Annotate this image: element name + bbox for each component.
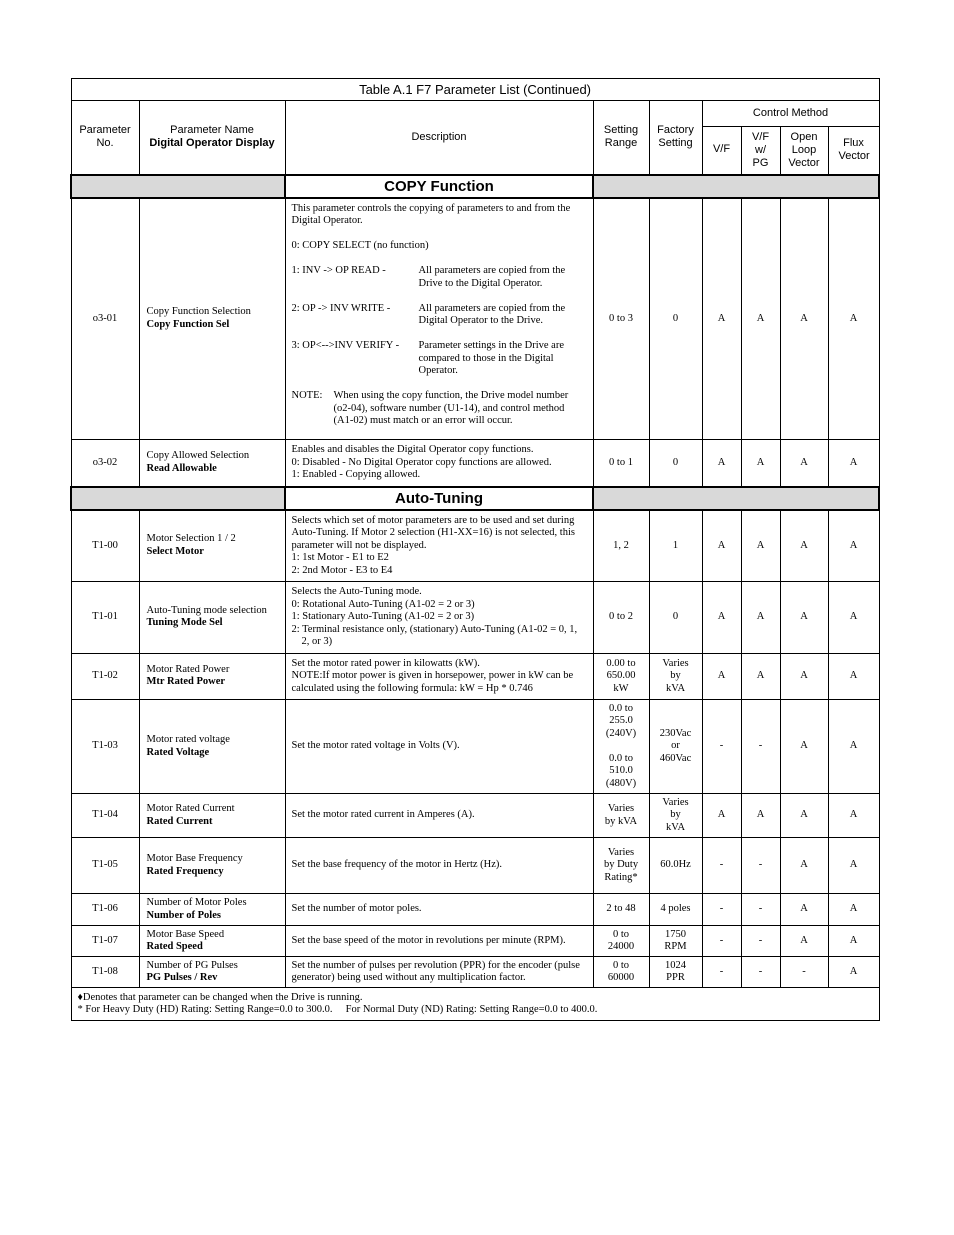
factory-setting: 0 bbox=[649, 198, 702, 440]
param-name: Motor Base Speed bbox=[146, 928, 225, 940]
factory-setting: 1 bbox=[649, 510, 702, 582]
method-flux: A bbox=[828, 582, 879, 654]
param-display: Mtr Rated Power bbox=[146, 676, 226, 688]
param-name: Motor Rated Current bbox=[146, 803, 235, 814]
section-title-auto-tuning: Auto-Tuning bbox=[285, 487, 593, 510]
method-vf: A bbox=[702, 440, 741, 487]
header-open-loop-vector: Open Loop Vector bbox=[780, 127, 828, 175]
param-name-cell bbox=[139, 894, 285, 926]
param-display: PG Pulses / Rev bbox=[146, 972, 218, 983]
param-name: Number of Motor Poles bbox=[146, 897, 247, 908]
param-name: Auto-Tuning mode selection bbox=[146, 604, 267, 616]
desc-line: Set the motor rated power in kilowatts (kW). bbox=[291, 657, 480, 669]
param-no: T1-00 bbox=[71, 510, 139, 582]
setting-range: 0.0 to 510.0 (480V) bbox=[605, 752, 637, 789]
desc-option-2-key: 2: OP -> INV WRITE - bbox=[291, 302, 391, 314]
param-name-cell bbox=[139, 198, 285, 440]
method-vf-pg: A bbox=[741, 510, 780, 582]
table-row-t1-07 bbox=[71, 926, 879, 957]
param-name: Copy Allowed Selection bbox=[146, 450, 250, 462]
factory-setting: 1750 RPM bbox=[649, 926, 702, 957]
parameter-list-table bbox=[70, 78, 880, 1021]
desc-line: 1: Enabled - Copying allowed. bbox=[291, 469, 421, 480]
param-name: Number of PG Pulses bbox=[146, 959, 238, 971]
header-setting-range: Setting Range bbox=[593, 101, 649, 175]
header-vf: V/F bbox=[702, 127, 741, 175]
method-olv: A bbox=[780, 700, 828, 794]
footnotes-cell bbox=[71, 988, 879, 1021]
factory-setting: 0 bbox=[649, 582, 702, 654]
param-name: Motor Rated Power bbox=[146, 663, 230, 675]
setting-range: Varies by Duty Rating* bbox=[593, 838, 649, 894]
param-display: Rated Speed bbox=[146, 941, 203, 952]
param-name: Copy Function Selection bbox=[146, 306, 251, 318]
param-description bbox=[285, 198, 593, 440]
method-vf-pg: - bbox=[741, 700, 780, 794]
method-olv: A bbox=[780, 510, 828, 582]
table-row-o3-01 bbox=[71, 198, 879, 440]
factory-setting: 1024 PPR bbox=[649, 957, 702, 988]
table-row-t1-03 bbox=[71, 700, 879, 794]
method-flux: A bbox=[828, 653, 879, 700]
method-olv: A bbox=[780, 653, 828, 700]
param-no: T1-06 bbox=[71, 894, 139, 926]
param-description: Set the number of motor poles. bbox=[285, 894, 593, 926]
section-title-copy: COPY Function bbox=[285, 175, 593, 198]
method-vf: - bbox=[702, 894, 741, 926]
param-display: Rated Voltage bbox=[146, 746, 210, 758]
method-vf: A bbox=[702, 510, 741, 582]
factory-setting: 60.0Hz bbox=[649, 838, 702, 894]
param-name-cell bbox=[139, 794, 285, 838]
desc-line: 1: 1st Motor - E1 to E2 bbox=[291, 552, 389, 563]
table-row-o3-02 bbox=[71, 440, 879, 487]
param-no: T1-05 bbox=[71, 838, 139, 894]
setting-range: Varies by kVA bbox=[593, 794, 649, 838]
method-flux: A bbox=[828, 198, 879, 440]
method-flux: A bbox=[828, 894, 879, 926]
method-flux: A bbox=[828, 794, 879, 838]
param-description bbox=[285, 440, 593, 487]
method-flux: A bbox=[828, 440, 879, 487]
param-name-cell bbox=[139, 440, 285, 487]
desc-line: 2: Terminal resistance only, (stationary) Auto-Tuning (A1-02 = 0, 1, 2, or 3) bbox=[291, 623, 578, 647]
table-row-t1-06 bbox=[71, 894, 879, 926]
section-band-right bbox=[593, 487, 879, 510]
method-olv: A bbox=[780, 440, 828, 487]
method-vf: A bbox=[702, 794, 741, 838]
method-olv: - bbox=[780, 957, 828, 988]
desc-line: 0: Rotational Auto-Tuning (A1-02 = 2 or 3) bbox=[291, 598, 475, 610]
param-description bbox=[285, 510, 593, 582]
param-display: Copy Function Sel bbox=[146, 318, 230, 330]
method-flux: A bbox=[828, 926, 879, 957]
method-vf: - bbox=[702, 926, 741, 957]
method-vf-pg: - bbox=[741, 838, 780, 894]
desc-line: 2: 2nd Motor - E3 to E4 bbox=[291, 564, 393, 576]
desc-option-1-value: All parameters are copied from the Drive to the Digital Operator. bbox=[418, 265, 566, 289]
desc-option-2-value: All parameters are copied from the Digital Operator to the Drive. bbox=[418, 302, 566, 326]
method-vf: A bbox=[702, 198, 741, 440]
header-vf-pg: V/F w/ PG bbox=[741, 127, 780, 175]
header-param-name-label: Parameter Name bbox=[170, 124, 254, 137]
method-olv: A bbox=[780, 582, 828, 654]
table-row-t1-02 bbox=[71, 653, 879, 700]
param-display: Number of Poles bbox=[146, 909, 221, 921]
parameter-table-page bbox=[70, 78, 878, 1021]
param-no: T1-01 bbox=[71, 582, 139, 654]
header-description: Description bbox=[285, 101, 593, 175]
param-description bbox=[285, 653, 593, 700]
param-name: Motor Base Frequency bbox=[146, 853, 243, 864]
param-name-cell bbox=[139, 582, 285, 654]
header-flux-vector: Flux Vector bbox=[828, 127, 879, 175]
method-flux: A bbox=[828, 510, 879, 582]
desc-note-value: When using the copy function, the Drive model number (o2-04), software number (U1-14), and control method (A1-02) must match or an error will occur. bbox=[333, 390, 569, 426]
desc-line: 0: Disabled - No Digital Operator copy functions are allowed. bbox=[291, 456, 552, 468]
param-no: T1-03 bbox=[71, 700, 139, 794]
method-vf-pg: - bbox=[741, 957, 780, 988]
param-name: Motor Selection 1 / 2 bbox=[146, 533, 236, 545]
desc-line: Selects the Auto-Tuning mode. bbox=[291, 586, 422, 597]
method-olv: A bbox=[780, 894, 828, 926]
param-display: Read Allowable bbox=[146, 462, 217, 474]
setting-range: 0 to 24000 bbox=[593, 926, 649, 957]
desc-option-1-key: 1: INV -> OP READ - bbox=[291, 265, 386, 276]
table-footnotes bbox=[71, 988, 879, 1021]
method-vf: - bbox=[702, 838, 741, 894]
header-digital-display: Digital Operator Display bbox=[149, 137, 275, 150]
param-no: T1-07 bbox=[71, 926, 139, 957]
method-vf: A bbox=[702, 582, 741, 654]
method-vf-pg: A bbox=[741, 198, 780, 440]
method-vf-pg: A bbox=[741, 794, 780, 838]
param-name-cell bbox=[139, 926, 285, 957]
param-name-cell bbox=[139, 957, 285, 988]
table-row-t1-01 bbox=[71, 582, 879, 654]
param-no: T1-04 bbox=[71, 794, 139, 838]
setting-range: 0 to 3 bbox=[593, 198, 649, 440]
header-param-name bbox=[139, 101, 285, 175]
method-olv: A bbox=[780, 794, 828, 838]
table-row-t1-08 bbox=[71, 957, 879, 988]
table-title: Table A.1 F7 Parameter List (Continued) bbox=[71, 79, 879, 101]
param-name-cell bbox=[139, 700, 285, 794]
param-display: Rated Current bbox=[146, 815, 213, 827]
param-name-cell bbox=[139, 653, 285, 700]
param-no: T1-08 bbox=[71, 957, 139, 988]
setting-range: 0 to 1 bbox=[593, 440, 649, 487]
factory-setting: 4 poles bbox=[649, 894, 702, 926]
desc-option-0: 0: COPY SELECT (no function) bbox=[291, 240, 429, 251]
method-flux: A bbox=[828, 957, 879, 988]
header-param-no: Parameter No. bbox=[71, 101, 139, 175]
param-name-cell bbox=[139, 510, 285, 582]
method-vf-pg: - bbox=[741, 894, 780, 926]
method-olv: A bbox=[780, 198, 828, 440]
setting-range: 0 to 2 bbox=[593, 582, 649, 654]
param-display: Tuning Mode Sel bbox=[146, 617, 223, 629]
param-description: Set the base frequency of the motor in Hertz (Hz). bbox=[285, 838, 593, 894]
method-vf-pg: A bbox=[741, 440, 780, 487]
desc-note-key: NOTE: bbox=[291, 390, 323, 401]
method-vf-pg: A bbox=[741, 582, 780, 654]
param-description bbox=[285, 582, 593, 654]
setting-range: 1, 2 bbox=[593, 510, 649, 582]
method-vf-pg: - bbox=[741, 926, 780, 957]
factory-setting: 230Vac or 460Vac bbox=[649, 700, 702, 794]
table-row-t1-04 bbox=[71, 794, 879, 838]
method-olv: A bbox=[780, 926, 828, 957]
factory-setting: 0 bbox=[649, 440, 702, 487]
setting-range: 0 to 60000 bbox=[593, 957, 649, 988]
method-flux: A bbox=[828, 838, 879, 894]
setting-range: 0.0 to 255.0 (240V) bbox=[605, 702, 637, 739]
factory-setting: Varies by kVA bbox=[649, 794, 702, 838]
footnote-running-change: ♦Denotes that parameter can be changed when the Drive is running. bbox=[77, 991, 363, 1003]
method-flux: A bbox=[828, 700, 879, 794]
param-description: Set the motor rated current in Amperes (A). bbox=[285, 794, 593, 838]
footnote-duty-rating: * For Heavy Duty (HD) Rating: Setting Range=0.0 to 300.0. For Normal Duty (ND) Rating: Setting Range=0.0 to 400.0. bbox=[77, 1004, 598, 1015]
desc-line: Enables and disables the Digital Operator copy functions. bbox=[291, 444, 534, 455]
param-description: Set the number of pulses per revolution (PPR) for the encoder (pulse generator) being used without any multiplication factor. bbox=[285, 957, 593, 988]
desc-option-3-key: 3: OP<-->INV VERIFY - bbox=[291, 340, 400, 351]
setting-range: 0.00 to 650.00 kW bbox=[593, 653, 649, 700]
desc-line: 1: Stationary Auto-Tuning (A1-02 = 2 or 3) bbox=[291, 611, 475, 622]
method-vf: - bbox=[702, 700, 741, 794]
setting-range: 2 to 48 bbox=[593, 894, 649, 926]
method-olv: A bbox=[780, 838, 828, 894]
param-name: Motor rated voltage bbox=[146, 734, 230, 745]
header-control-method: Control Method bbox=[702, 101, 879, 127]
param-display: Rated Frequency bbox=[146, 865, 224, 877]
param-description: Set the motor rated voltage in Volts (V). bbox=[285, 700, 593, 794]
header-factory-setting: Factory Setting bbox=[649, 101, 702, 175]
param-description: Set the base speed of the motor in revolutions per minute (RPM). bbox=[285, 926, 593, 957]
section-band-left bbox=[71, 175, 285, 198]
table-row-t1-00 bbox=[71, 510, 879, 582]
param-no: o3-02 bbox=[71, 440, 139, 487]
desc-line: NOTE:If motor power is given in horsepower, power in kW can be calculated using the following formula: kW = Hp * 0.746 bbox=[291, 670, 574, 694]
method-vf-pg: A bbox=[741, 653, 780, 700]
method-vf: A bbox=[702, 653, 741, 700]
table-row-t1-05 bbox=[71, 838, 879, 894]
section-band-left bbox=[71, 487, 285, 510]
section-band-right bbox=[593, 175, 879, 198]
desc-intro: This parameter controls the copying of parameters to and from the Digital Operator. bbox=[291, 202, 571, 226]
param-display: Select Motor bbox=[146, 545, 204, 557]
param-no: T1-02 bbox=[71, 653, 139, 700]
factory-setting: Varies by kVA bbox=[649, 653, 702, 700]
param-name-cell bbox=[139, 838, 285, 894]
method-vf: - bbox=[702, 957, 741, 988]
setting-range-cell bbox=[593, 700, 649, 794]
desc-option-3-value: Parameter settings in the Drive are compared to those in the Digital Operator. bbox=[418, 340, 564, 376]
desc-line: Selects which set of motor parameters are to be used and set during Auto-Tuning. If Motor 2 selection (H1-XX=16) is not selected, this parameter will not be displayed. bbox=[291, 514, 575, 551]
param-no: o3-01 bbox=[71, 198, 139, 440]
